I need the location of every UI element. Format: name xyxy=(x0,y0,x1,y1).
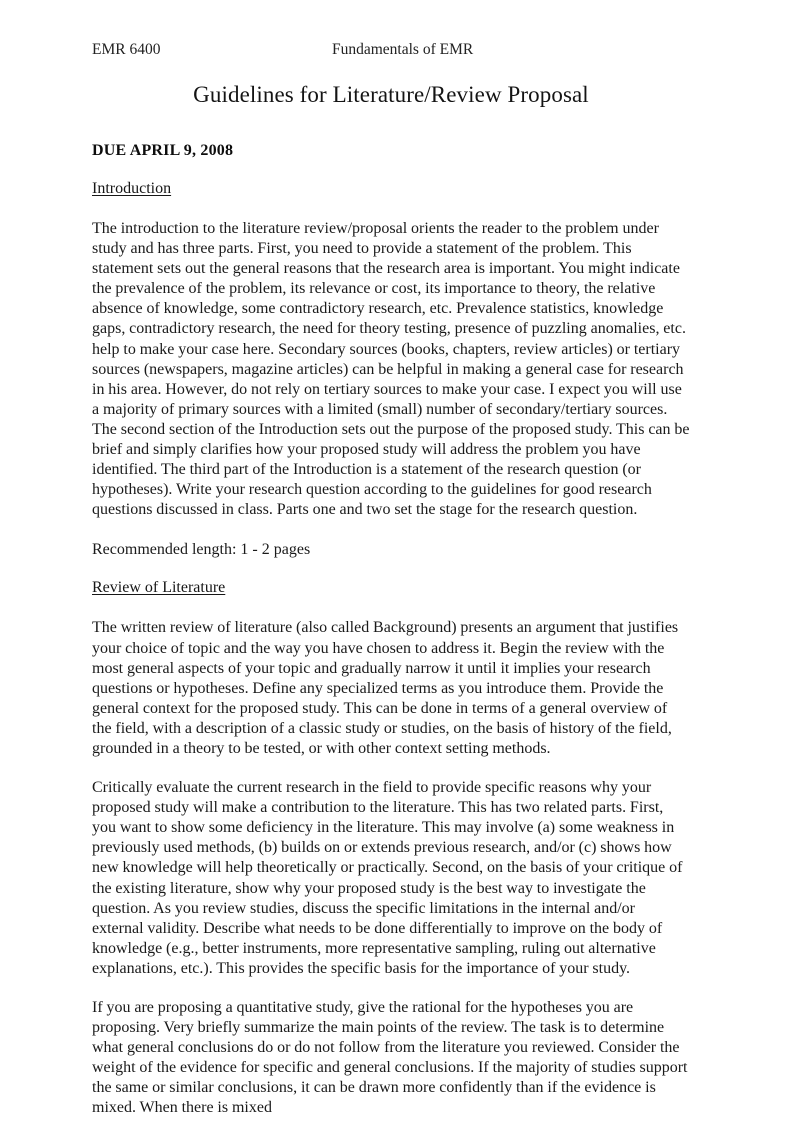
running-header xyxy=(92,40,690,66)
recommended-length-note: Recommended length: 1 - 2 pages xyxy=(92,541,311,559)
section-heading-review-of-literature-label: Review of Literature xyxy=(92,579,226,597)
section-heading-introduction xyxy=(92,179,690,199)
review-paragraph-2: Critically evaluate the current research in the field to provide specific reasons why your proposed study will make a contribution to the literature. This has two related parts. First, you want to show some deficiency in the literature. This may involve (a) some weakness in previously used methods, (b) builds on or extends previous research, and/or (c) shows how new knowledge will help theoretically or practically. Second, on the basis of your critique of the existing literature, show why your proposed study is the best way to investigate the question. As you review studies, discuss the specific limitations in the internal and/or external validity. Describe what needs to be done differentially to improve on the body of knowledge (e.g., better instruments, more representative sampling, ruling out alternative explanations, etc.). This provides the specific basis for the importance of your study. xyxy=(92,779,683,977)
page-title: Guidelines for Literature/Review Proposal xyxy=(193,82,589,107)
section-heading-introduction-label: Introduction xyxy=(92,180,172,197)
course-code: EMR 6400 xyxy=(92,41,161,58)
due-date-line: DUE APRIL 9, 2008 xyxy=(92,142,234,159)
review-paragraph-1: The written review of literature (also called Background) presents an argument that justifies your choice of topic and the way you have chosen to address it. Begin the review with the most general aspects of your topic and gradually narrow it until it implies your research questions or hypotheses. Define any specialized terms as you introduce them. Provide the general context for the proposed study. This can be done in terms of a general overview of the field, with a description of a classic study or studies, on the basis of history of the field, grounded in a theory to be tested, or with other context setting methods. xyxy=(92,619,679,757)
introduction-paragraph: The introduction to the literature review/proposal orients the reader to the problem under study and has three parts. First, you need to provide a statement of the problem. This statement sets out the general reasons that the research area is important. You might indicate the prevalence of the problem, its relevance or cost, its importance to theory, the relative absence of knowledge, some contradictory research, etc. Prevalence statistics, knowledge gaps, contradictory research, the need for theory testing, presence of puzzling anomalies, etc. help to make your case here. Secondary sources (books, chapters, review articles) or tertiary sources (newspapers, magazine articles) can be helpful in making a general case for research in his area. However, do not rely on tertiary sources to make your case. I expect you will use a majority of primary sources with a limited (small) number of secondary/tertiary sources. The second section of the Introduction sets out the purpose of the proposed study. This can be brief and simply clarifies how your proposed study will address the problem you have identified. The third part of the Introduction is a statement of the research question (or hypotheses). Write your research question according to the guidelines for good research questions discussed in class. Parts one and two set the stage for the research question. xyxy=(92,220,690,519)
review-paragraph-3: If you are proposing a quantitative study, give the rational for the hypotheses you are proposing. Very briefly summarize the main points of the review. The task is to determine what general conclusions do or do not follow from the literature you reviewed. Consider the weight of the evidence for specific and general conclusions. If the majority of studies support the same or similar conclusions, it can be drawn more confidently than if the evidence is mixed. When there is mixed xyxy=(92,999,688,1117)
section-heading-review-of-literature xyxy=(92,578,690,598)
course-name: Fundamentals of EMR xyxy=(332,41,474,58)
document-content xyxy=(92,0,690,1135)
